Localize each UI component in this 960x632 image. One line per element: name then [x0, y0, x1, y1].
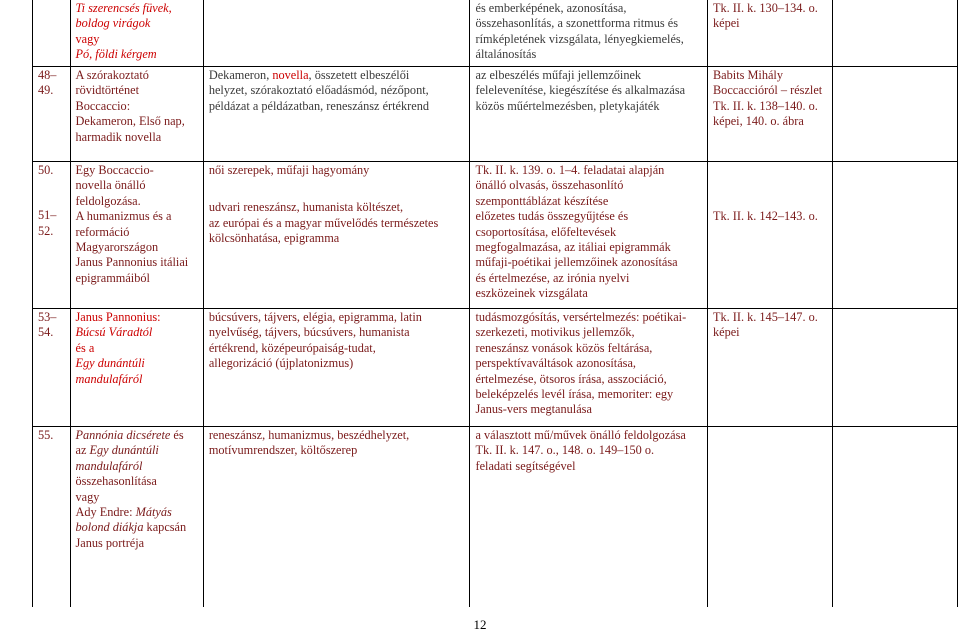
- concept-line: értékrend, középeurópaiság-tudat,: [208, 340, 376, 355]
- notes-cell: [832, 427, 957, 607]
- topic-cell: [70, 309, 203, 427]
- resource-line: képei: [712, 16, 740, 31]
- activity-line: feladati segítségével: [475, 458, 576, 473]
- resource-line: Tk. II. k. 130–134. o.: [712, 1, 818, 15]
- concept-text: Dekameron,: [208, 68, 273, 82]
- topic-title: bolond diákja: [75, 520, 144, 535]
- concept-text: , összetett elbeszélői: [308, 68, 410, 82]
- table-row: [33, 427, 958, 607]
- concept-line: nyelvűség, tájvers, búcsúvers, humanista: [208, 325, 410, 340]
- topic-line: A humanizmus és a: [75, 209, 172, 224]
- activity-line: Tk. II. k. 139. o. 1–4. feladatai alapján: [475, 163, 665, 177]
- topic-line: Janus Pannonius itáliai: [75, 255, 189, 270]
- activity-line: és emberképének, azonosítása,: [475, 1, 627, 15]
- resource-line: Tk. II. k. 142–143. o.: [712, 209, 818, 223]
- lesson-number-cell: [33, 162, 71, 309]
- concept-line: udvari reneszánsz, humanista költészet,: [208, 200, 404, 215]
- resource-line: Tk. II. k. 145–147. o.: [712, 310, 818, 324]
- lesson-number: 55.: [38, 428, 54, 442]
- topic-line: feldolgozása.: [75, 193, 141, 208]
- activity-line: és értelmezése, az irónia nyelvi: [475, 270, 630, 285]
- resources-cell: [707, 0, 832, 67]
- notes-cell: [832, 67, 957, 162]
- concepts-cell: [203, 67, 470, 162]
- topic-line: Janus portréja: [75, 535, 145, 550]
- activities-cell: [470, 162, 707, 309]
- table-row: [33, 0, 958, 67]
- concept-line: női szerepek, műfaji hagyomány: [208, 163, 370, 177]
- activity-line: reneszánsz vonások közös feltárása,: [475, 340, 653, 355]
- activities-cell: [470, 427, 707, 607]
- activity-line: tudásmozgósítás, versértelmezés: poétikai-: [475, 310, 687, 324]
- lesson-number: 53–: [38, 310, 57, 324]
- concept-line: motívumrendszer, költőszerep: [208, 443, 358, 458]
- concept-line: az európai és a magyar művelődés természetes: [208, 215, 439, 230]
- activity-line: felelevenítése, kiegészítése és alkalmazása: [475, 83, 686, 98]
- topic-cell: [70, 427, 203, 607]
- activity-line: az elbeszélés műfaji jellemzőinek: [475, 68, 642, 82]
- concept-highlight: novella: [272, 68, 309, 82]
- activity-line: Janus-vers megtanulása: [475, 402, 592, 417]
- topic-line: és a: [75, 340, 95, 355]
- activity-line: rímképletének vizsgálata, lényegkiemelés,: [475, 31, 684, 46]
- topic-line: rövidtörténet: [75, 83, 140, 98]
- topic-line: Egy dunántúli: [75, 356, 145, 371]
- resources-cell: [707, 67, 832, 162]
- topic-text: és: [170, 428, 184, 442]
- concepts-cell: [203, 309, 470, 427]
- resource-line: képei, 140. o. ábra: [712, 114, 804, 129]
- lesson-number: 54.: [38, 325, 54, 340]
- topic-title: Egy dunántúli: [89, 443, 159, 458]
- concepts-cell: [203, 162, 470, 309]
- topic-line: [76, 443, 199, 458]
- lesson-number: 50.: [38, 163, 54, 177]
- activity-line: önálló olvasás, összehasonlító: [475, 178, 624, 193]
- resource-line: képei: [712, 325, 740, 340]
- concepts-cell: [203, 0, 470, 67]
- activity-line: perspektívaváltások azonosítása,: [475, 356, 636, 371]
- topic-line: boldog virágok: [75, 16, 151, 31]
- activity-line: a választott mű/művek önálló feldolgozása: [475, 428, 686, 442]
- topic-line: reformáció: [75, 224, 130, 239]
- activity-line: csoportosítása, előfeltevések: [475, 224, 617, 239]
- lesson-number-cell: [33, 309, 71, 427]
- activity-line: értelmezése, ötsoros írása, asszociáció,: [475, 371, 667, 386]
- concept-line: kölcsönhatása, epigramma: [208, 231, 340, 246]
- activities-cell: [470, 67, 707, 162]
- notes-cell: [832, 0, 957, 67]
- activity-line: megfogalmazása, az itáliai epigrammák: [475, 240, 671, 255]
- lesson-number-cell: [33, 67, 71, 162]
- topic-cell: [70, 0, 203, 67]
- topic-line: Pó, földi kérgem: [75, 47, 157, 62]
- activity-line: előzetes tudás összegyűjtése és: [475, 209, 629, 224]
- lesson-number: 48–: [38, 68, 57, 82]
- lesson-number-cell: [33, 427, 71, 607]
- topic-line: novella önálló: [75, 178, 146, 193]
- topic-line: Boccaccio:: [75, 98, 131, 113]
- topic-line: Egy Boccaccio-: [75, 163, 154, 177]
- topic-line: vagy: [75, 31, 100, 46]
- activity-line: műfaji-poétikai jellemzőinek azonosítása: [475, 255, 678, 270]
- topic-line: összehasonlítása: [75, 474, 157, 489]
- concept-line: [209, 68, 466, 83]
- concept-line: példázat a példázatban, reneszánsz értékrend: [208, 98, 430, 113]
- table-row: [33, 309, 958, 427]
- resources-cell: [707, 427, 832, 607]
- topic-cell: [70, 162, 203, 309]
- activity-line: közös műértelmezésben, pletykajáték: [475, 98, 660, 113]
- activities-cell: [470, 0, 707, 67]
- topic-line: Ti szerencsés füvek,: [75, 1, 172, 15]
- topic-text: Ady Endre:: [75, 505, 136, 520]
- resource-line: Babits Mihály: [712, 68, 783, 82]
- topic-line: Janus Pannonius:: [75, 310, 161, 324]
- topic-text: az: [75, 443, 90, 458]
- lesson-number: 52.: [38, 223, 54, 238]
- activity-line: Tk. II. k. 147. o., 148. o. 149–150 o.: [475, 443, 655, 458]
- concept-line: reneszánsz, humanizmus, beszédhelyzet,: [208, 428, 410, 442]
- curriculum-table: [32, 0, 958, 607]
- activity-line: összehasonlítás, a szonettforma ritmus és: [475, 16, 678, 31]
- activity-line: eszközeinek vizsgálata: [475, 286, 588, 301]
- topic-text: kapcsán: [143, 520, 187, 535]
- topic-title: Mátyás: [135, 505, 172, 520]
- topic-cell: [70, 67, 203, 162]
- concept-line: allegorizáció (újplatonizmus): [208, 356, 354, 371]
- lesson-number: 49.: [38, 83, 54, 98]
- activity-line: szerkezeti, motivikus jellemzők,: [475, 325, 635, 340]
- topic-line: [76, 428, 199, 443]
- activity-line: általánosítás: [475, 47, 537, 62]
- topic-line: [76, 505, 199, 520]
- activities-cell: [470, 309, 707, 427]
- lesson-number-cell: [33, 0, 71, 67]
- page-number: 12: [473, 617, 487, 632]
- topic-line: [76, 520, 199, 535]
- topic-line: Búcsú Váradtól: [75, 325, 153, 340]
- topic-line: harmadik novella: [75, 129, 162, 144]
- topic-line: vagy: [75, 489, 100, 504]
- notes-cell: [832, 162, 957, 309]
- concepts-cell: [203, 427, 470, 607]
- resources-cell: [707, 162, 832, 309]
- lesson-number: 51–: [38, 208, 57, 223]
- topic-line: epigrammáiból: [75, 270, 150, 285]
- topic-line: Magyarországon: [75, 240, 159, 255]
- concept-line: helyzet, szórakoztató előadásmód, nézőpont,: [208, 83, 429, 98]
- notes-cell: [832, 309, 957, 427]
- topic-title: Pannónia dicsérete: [75, 428, 171, 442]
- table-row: [33, 162, 958, 309]
- resource-line: Tk. II. k. 138–140. o.: [712, 98, 818, 113]
- table-row: [33, 67, 958, 162]
- topic-line: Dekameron, Első nap,: [75, 114, 185, 129]
- activity-line: beleképzelés levél írása, memoriter: egy: [475, 387, 674, 402]
- resource-line: Boccaccióról – részlet: [712, 83, 823, 98]
- topic-line: mandulafáról: [75, 458, 143, 473]
- concept-line: búcsúvers, tájvers, elégia, epigramma, latin: [208, 310, 422, 324]
- topic-line: A szórakoztató: [75, 68, 149, 82]
- topic-line: mandulafáról: [75, 371, 143, 386]
- resources-cell: [707, 309, 832, 427]
- activity-line: szemponttáblázat készítése: [475, 193, 609, 208]
